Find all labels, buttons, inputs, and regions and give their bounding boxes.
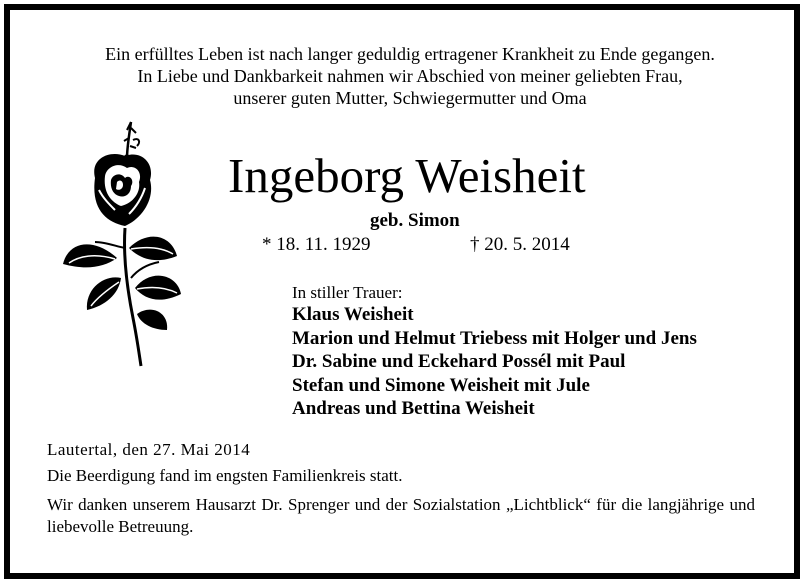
funeral-note: Die Beerdigung fand im engsten Familienkreis statt. (47, 466, 403, 485)
mourner-entry: Dr. Sabine und Eckehard Possél mit Paul (292, 351, 626, 372)
birth-date: * 18. 11. 1929 (262, 234, 371, 255)
rose-icon (55, 118, 185, 373)
mourners-list (292, 303, 697, 421)
intro-text (40, 43, 780, 109)
thanks-note: Wir danken unserem Hausarzt Dr. Sprenger und der Sozialstation „Lichtblick“ für die langjährige und liebevolle Betreuung. (47, 495, 755, 536)
intro-line: Ein erfülltes Leben ist nach langer geduldig ertragener Krankheit zu Ende gegangen. (105, 44, 715, 64)
mourner-entry: Andreas und Bettina Weisheit (292, 398, 535, 419)
mourner-entry: Klaus Weisheit (292, 304, 414, 325)
mourner-entry: Marion und Helmut Triebess mit Holger und Jens (292, 327, 697, 349)
mourner-entry: Stefan und Simone Weisheit mit Jule (292, 374, 590, 396)
deceased-name: Ingeborg Weisheit (228, 148, 586, 203)
place-date: Lautertal, den 27. Mai 2014 (47, 440, 251, 459)
maiden-name: geb. Simon (370, 210, 460, 231)
intro-line: unserer guten Mutter, Schwiegermutter und Oma (233, 88, 587, 108)
mourners-heading: In stiller Trauer: (292, 283, 403, 302)
death-date: † 20. 5. 2014 (470, 234, 570, 255)
intro-line: In Liebe und Dankbarkeit nahmen wir Abschied von meiner geliebten Frau, (137, 66, 683, 86)
